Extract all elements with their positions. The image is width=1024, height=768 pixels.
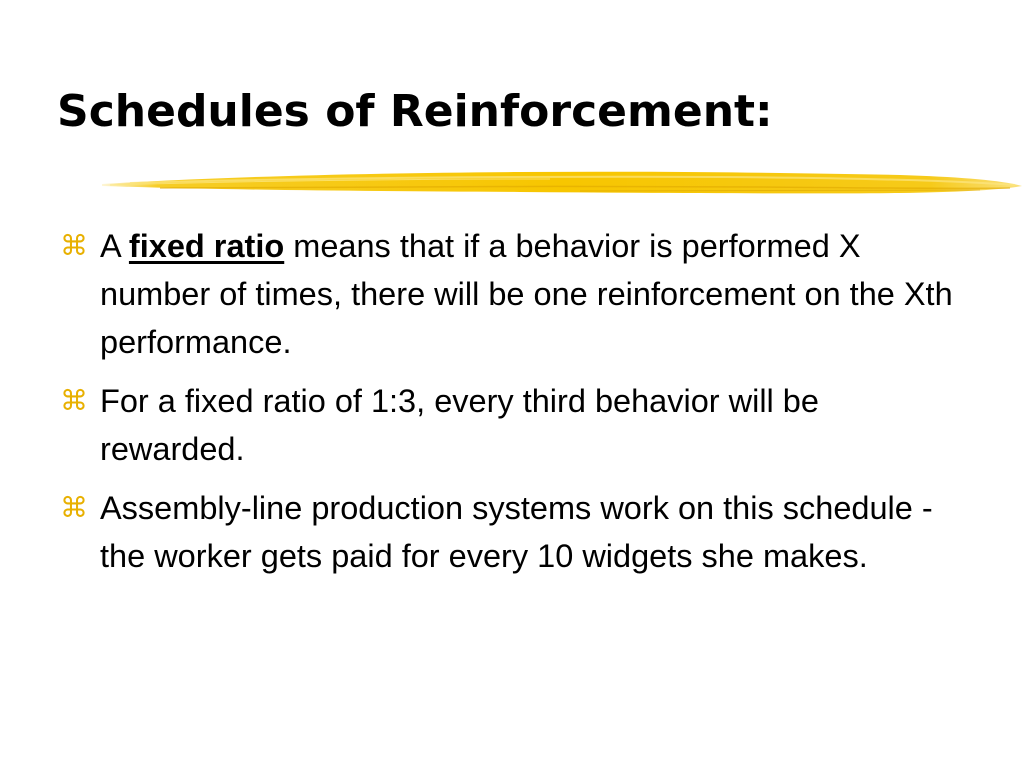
bullet-text: means that if a behavior is performed X number of times, there will be one reinforcement on the Xth performance.: [100, 228, 953, 360]
command-key-icon: ⌘: [60, 384, 88, 417]
bullet-prefix: A: [100, 228, 129, 264]
slide-title: Schedules of Reinforcement:: [57, 86, 773, 137]
bullet-item-assembly-line: [60, 484, 960, 580]
bullet-item-fixed-ratio: [60, 222, 960, 366]
bullet-item-ratio-example: [60, 377, 960, 473]
bullet-text: Assembly-line production systems work on this schedule - the worker gets paid for every 10 widgets she makes.: [100, 490, 933, 574]
command-key-icon: ⌘: [60, 491, 88, 524]
bullet-text: For a fixed ratio of 1:3, every third behavior will be rewarded.: [100, 383, 819, 467]
command-key-icon: ⌘: [60, 229, 88, 262]
bullet-list: [60, 222, 960, 591]
term-fixed-ratio: fixed ratio: [128, 228, 285, 264]
yellow-brush-stroke: [100, 164, 1024, 200]
